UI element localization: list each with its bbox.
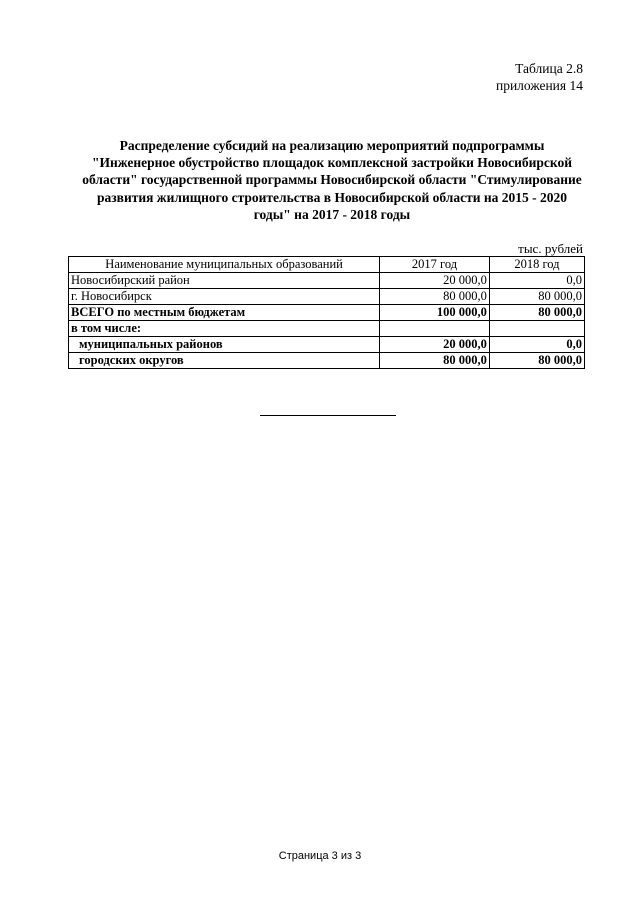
row-value-2017: 80 000,0: [380, 353, 490, 369]
units-label: тыс. рублей: [518, 241, 583, 256]
column-header-2018: 2018 год: [489, 257, 584, 273]
row-value-2018: 0,0: [489, 337, 584, 353]
table-row-total: [69, 305, 585, 321]
table-row: [69, 353, 585, 369]
row-value-2017: [380, 321, 490, 337]
row-value-2018: 80 000,0: [489, 353, 584, 369]
table-row: [69, 273, 585, 289]
row-name: городских округов: [69, 353, 380, 369]
column-header-2017: 2017 год: [380, 257, 490, 273]
row-name: муниципальных районов: [69, 337, 380, 353]
appendix-number: приложения 14: [495, 78, 583, 93]
table-reference: [496, 60, 583, 94]
table-row: [69, 289, 585, 305]
row-value-2018: 0,0: [489, 273, 584, 289]
row-name: г. Новосибирск: [69, 289, 380, 305]
row-value-2017: 20 000,0: [380, 337, 490, 353]
page-footer: Страница 3 из 3: [278, 850, 362, 862]
document-title: Распределение субсидий на реализацию мероприятий подпрограммы "Инженерное обустройство площадок комплексной застройки Новосибирской области" государственной программы Новосибирской области "Стимулирование развития жилищного строительства в Новосибирской области на 2015 - 2020 годы" на 2017 - 2018 годы: [82, 138, 582, 222]
row-value-2018: 80 000,0: [489, 289, 584, 305]
row-value-2018: [489, 321, 584, 337]
subsidy-table: [68, 256, 585, 369]
row-name: ВСЕГО по местным бюджетам: [69, 305, 380, 321]
separator-line: [260, 415, 396, 416]
table-number: Таблица 2.8: [515, 61, 583, 76]
row-name: Новосибирский район: [69, 273, 380, 289]
table-row-subheader: [69, 321, 585, 337]
row-value-2018: 80 000,0: [489, 305, 584, 321]
row-name: в том числе:: [69, 321, 380, 337]
table-row: [69, 337, 585, 353]
row-value-2017: 80 000,0: [380, 289, 490, 305]
row-value-2017: 100 000,0: [380, 305, 490, 321]
row-value-2017: 20 000,0: [380, 273, 490, 289]
table-header-row: [69, 257, 585, 273]
column-header-name: Наименование муниципальных образований: [69, 257, 380, 273]
